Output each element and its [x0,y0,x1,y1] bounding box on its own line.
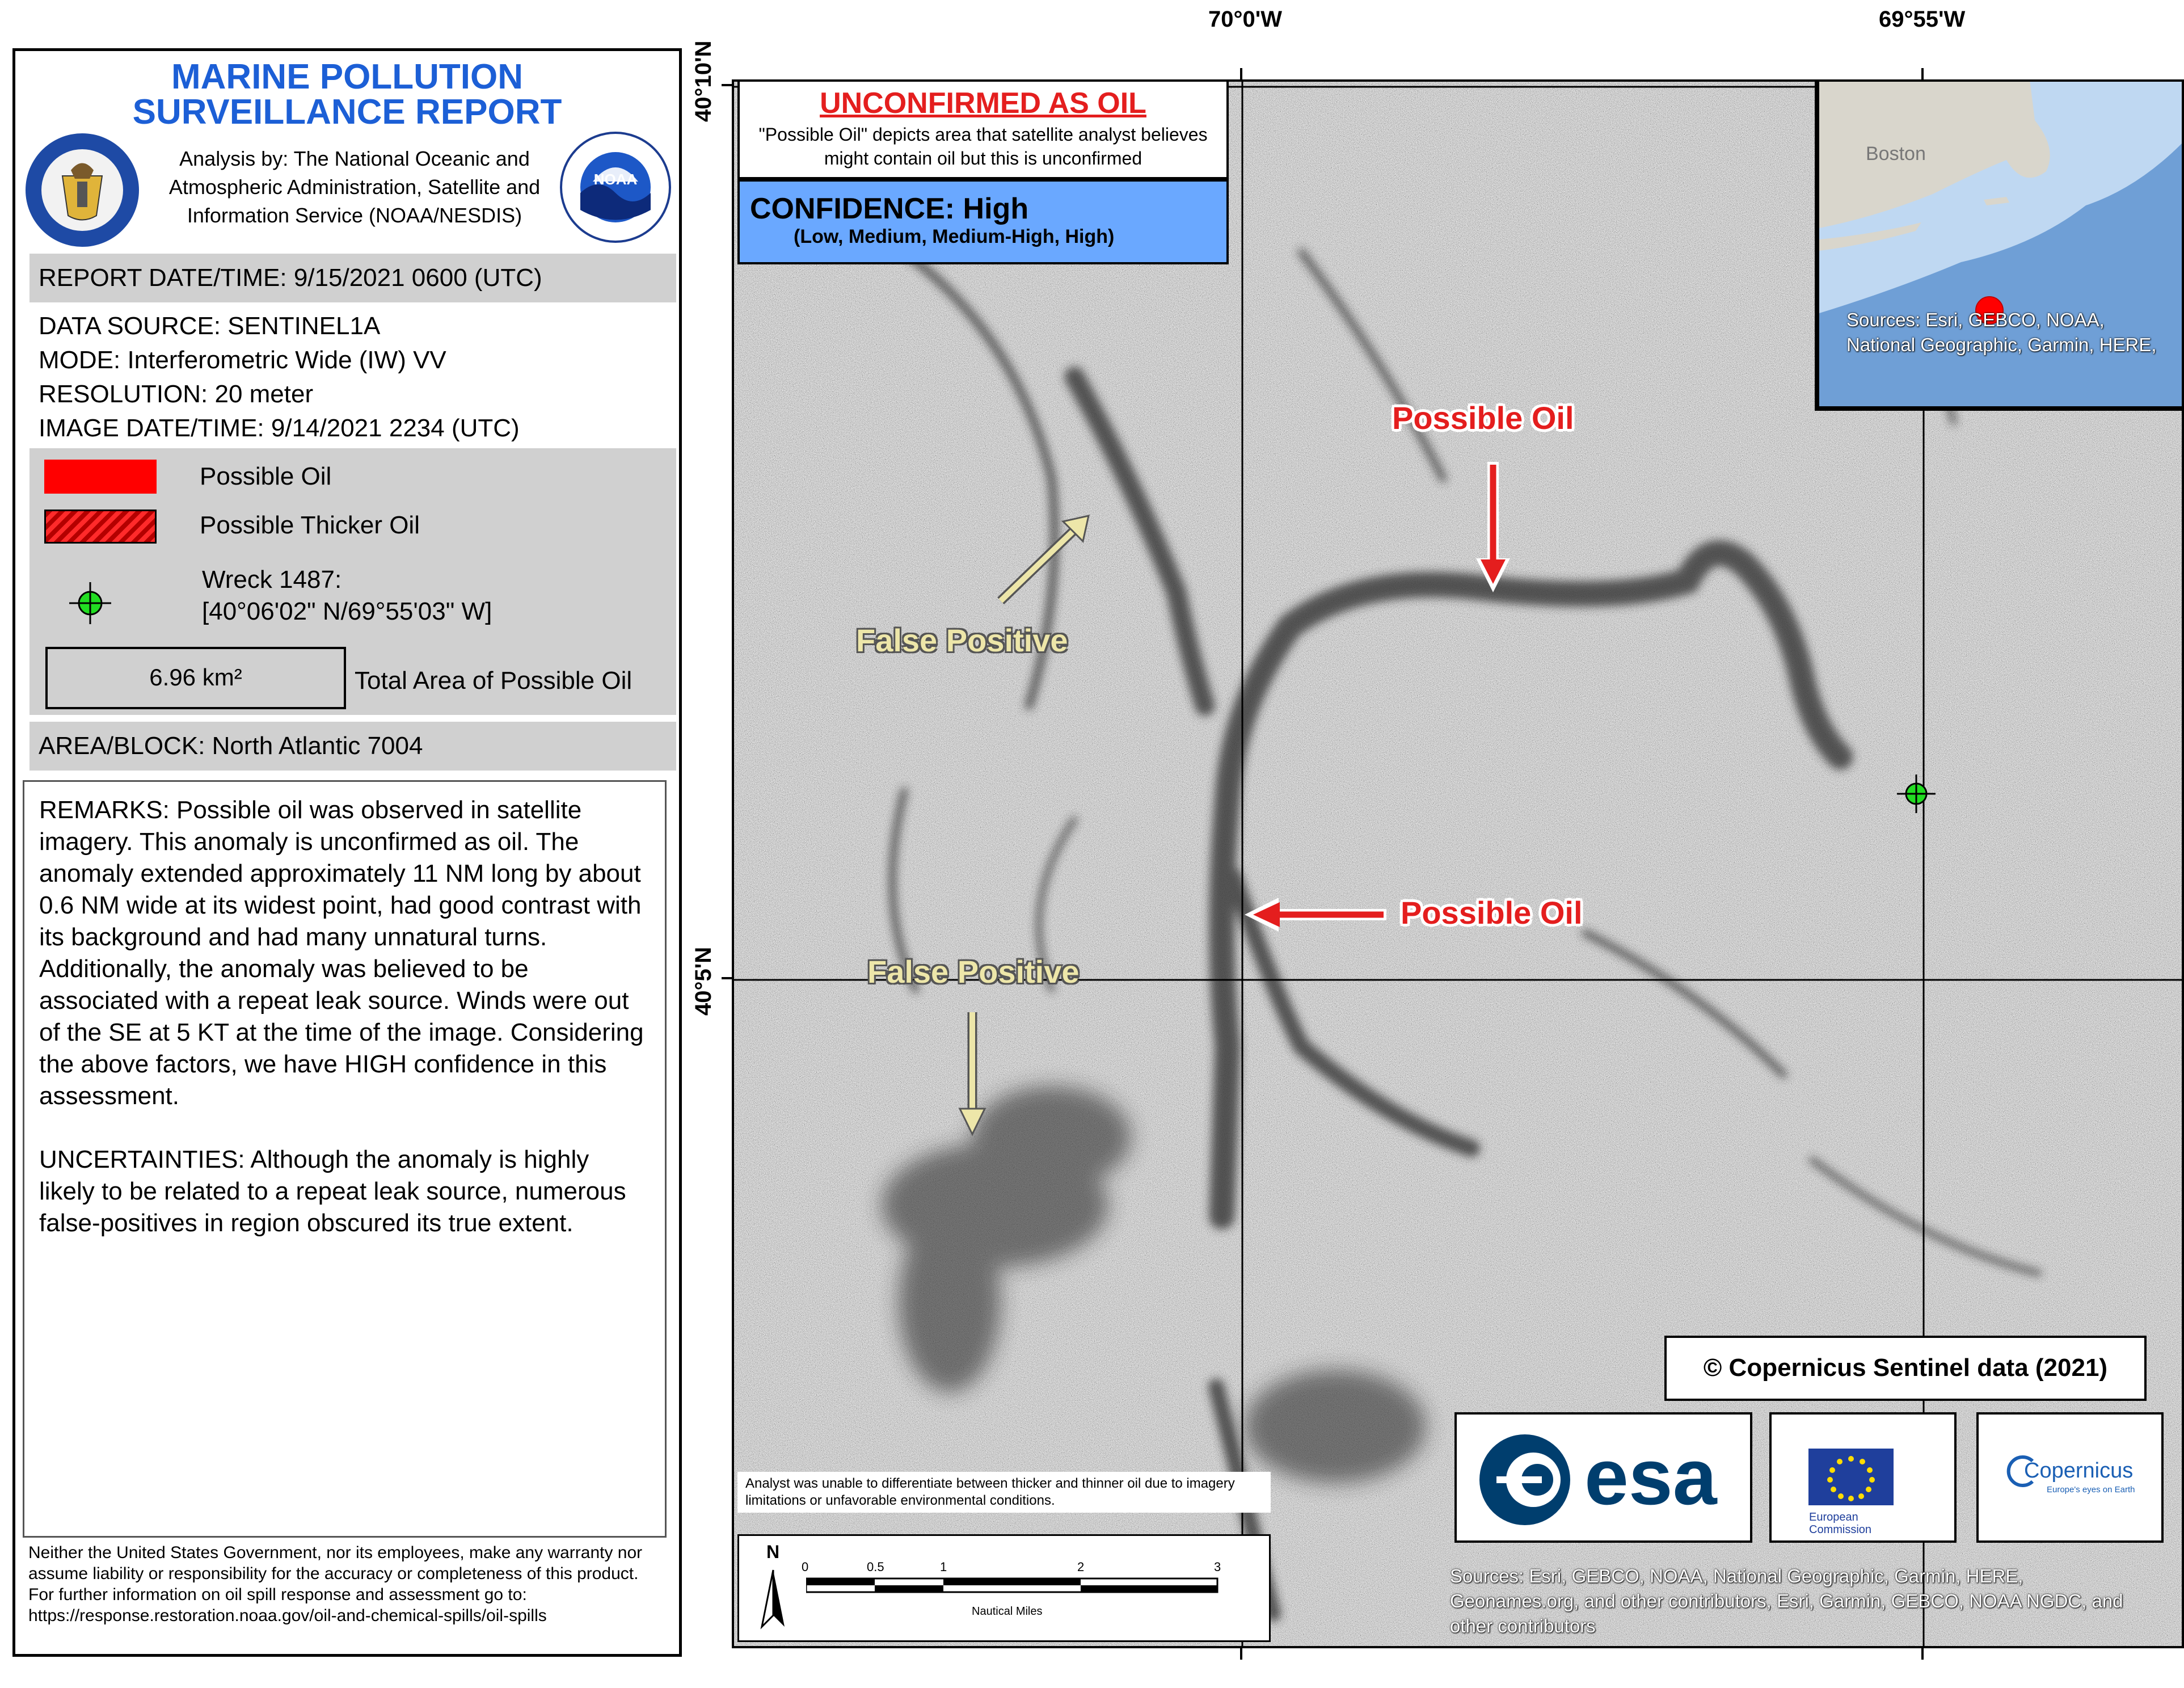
confidence-scale: (Low, Medium, Medium-High, High) [794,226,1115,247]
legend-possible-oil-label: Possible Oil [200,462,332,490]
map-sources: Sources: Esri, GEBCO, NOAA, National Geographic, Garmin, HERE, Geonames.org, and other contributors, Esri, Garmin, GEBCO, NOAA NGDC, and other contributors [1450,1565,2123,1636]
unconfirmed-text: "Possible Oil" depicts area that satellite analyst believes might contain oil but this is unconfirmed [758,124,1208,169]
european-commission-logo [1769,1412,1957,1543]
unconfirmed-title: UNCONFIRMED AS OIL [820,87,1146,120]
ec-logo-text [1809,1511,1871,1536]
copernicus-logo-text: Copernicus [2024,1459,2134,1483]
inset-map-graphic [1819,79,2182,410]
total-area-label: Total Area of Possible Oil [355,667,633,694]
scale-bar-graphic [806,1576,1226,1598]
confidence-box [737,179,1229,264]
report-title [12,57,682,132]
inset-city-label: Boston [1866,143,1926,165]
esa-logo-text: esa [1584,1432,1717,1521]
copyright-box: © Copernicus Sentinel data (2021) [1664,1336,2147,1401]
possible-oil-label-1: Possible Oil [1392,400,1574,436]
info-link[interactable]: https://response.restoration.noaa.gov/oil-and-chemical-spills/oil-spills [28,1606,547,1625]
noaa-logo-icon [559,131,672,244]
legend-wreck-coords: [40°06'02" N/69°55'03" W] [202,597,492,625]
copernicus-logo [1976,1412,2164,1543]
scale-tick-3: 3 [1214,1560,1221,1574]
commerce-seal-icon [23,131,142,250]
remarks-text: REMARKS: Possible oil was observed in satellite imagery. This anomaly is unconfirmed as oil. The anomaly extended approximately 11 NM long by about 0.6 NM wide at its widest point, had good contrast with its background and had many unnatural turns. Additionally, the anomaly was believed to be associated with a repeat leak source. Winds were out of the SE at 5 KT at the time of the image. Considering the above factors, we have HIGH confidence in this assessment. [39,796,644,1110]
confidence-title: CONFIDENCE: High [750,192,1029,225]
scale-bar-box [737,1534,1271,1642]
ec-logo-line2: Commission [1809,1523,1872,1536]
further-info-text: For further information on oil spill response and assessment go to: [28,1585,527,1604]
acquisition-mode: MODE: Interferometric Wide (IW) VV [39,346,446,374]
scale-tick-0-5: 0.5 [867,1560,884,1574]
longitude-label-left: 70°0'W [1208,7,1282,32]
legend-wreck-label: Wreck 1487: [202,566,342,593]
latitude-label-top: 40°10'N [691,40,716,122]
image-resolution: RESOLUTION: 20 meter [39,380,314,408]
disclaimer-text: Neither the United States Government, nor its employees, make any warranty nor assume liability or responsibility for the accuracy or completeness of this product. [28,1543,643,1583]
eu-flag-icon [1808,1449,1894,1505]
legend-possible-oil-swatch [44,460,157,494]
analyst-note: Analyst was unable to differentiate between thicker and thinner oil due to imagery limitations or unfavorable environmental conditions. [737,1472,1271,1513]
latitude-label-bottom: 40°5'N [691,946,716,1016]
false-positive-label-1: False Positive [856,622,1068,658]
esa-emblem-icon [1474,1429,1576,1531]
wreck-symbol-icon [69,582,111,624]
scale-tick-2: 2 [1077,1560,1085,1574]
scale-tick-1: 1 [940,1560,947,1574]
uncertainties-text: UNCERTAINTIES: Although the anomaly is highly likely to be related to a repeat leak source, numerous false-positives in region obscured its true extent. [39,1146,626,1237]
total-area-value: 6.96 km² [45,647,346,709]
north-label: N [766,1542,780,1562]
legend-thicker-oil-label: Possible Thicker Oil [200,511,420,539]
satellite-map[interactable] [732,79,2184,1648]
longitude-label-right: 69°55'W [1879,7,1966,32]
analysis-credit: Analysis by: The National Oceanic and Atmospheric Administration, Satellite and Information Service (NOAA/NESDIS) [168,147,541,227]
possible-oil-label-2: Possible Oil [1401,895,1583,931]
remarks-box [23,780,667,1538]
report-title-line2: SURVEILLANCE REPORT [132,92,562,132]
copernicus-tagline: Europe's eyes on Earth [2047,1485,2135,1495]
inset-locator-map[interactable] [1815,79,2184,411]
svg-text:NOAA: NOAA [593,171,638,188]
report-datetime: REPORT DATE/TIME: 9/15/2021 0600 (UTC) [29,254,676,302]
esa-logo [1454,1412,1752,1543]
false-positive-label-2: False Positive [867,954,1080,990]
unconfirmed-box [737,79,1229,179]
scale-tick-0: 0 [802,1560,809,1574]
inset-sources: Sources: Esri, GEBCO, NOAA, National Geographic, Garmin, HERE, [1846,309,2157,355]
scale-units: Nautical Miles [972,1605,1043,1618]
image-datetime: IMAGE DATE/TIME: 9/14/2021 2234 (UTC) [39,414,520,442]
legend-thicker-oil-swatch [44,510,157,544]
data-source: DATA SOURCE: SENTINEL1A [39,312,381,340]
report-title-line1: MARINE POLLUTION [171,57,523,96]
disclaimer [28,1542,669,1626]
area-block: AREA/BLOCK: North Atlantic 7004 [29,722,676,771]
ec-logo-line1: European [1809,1511,1858,1523]
